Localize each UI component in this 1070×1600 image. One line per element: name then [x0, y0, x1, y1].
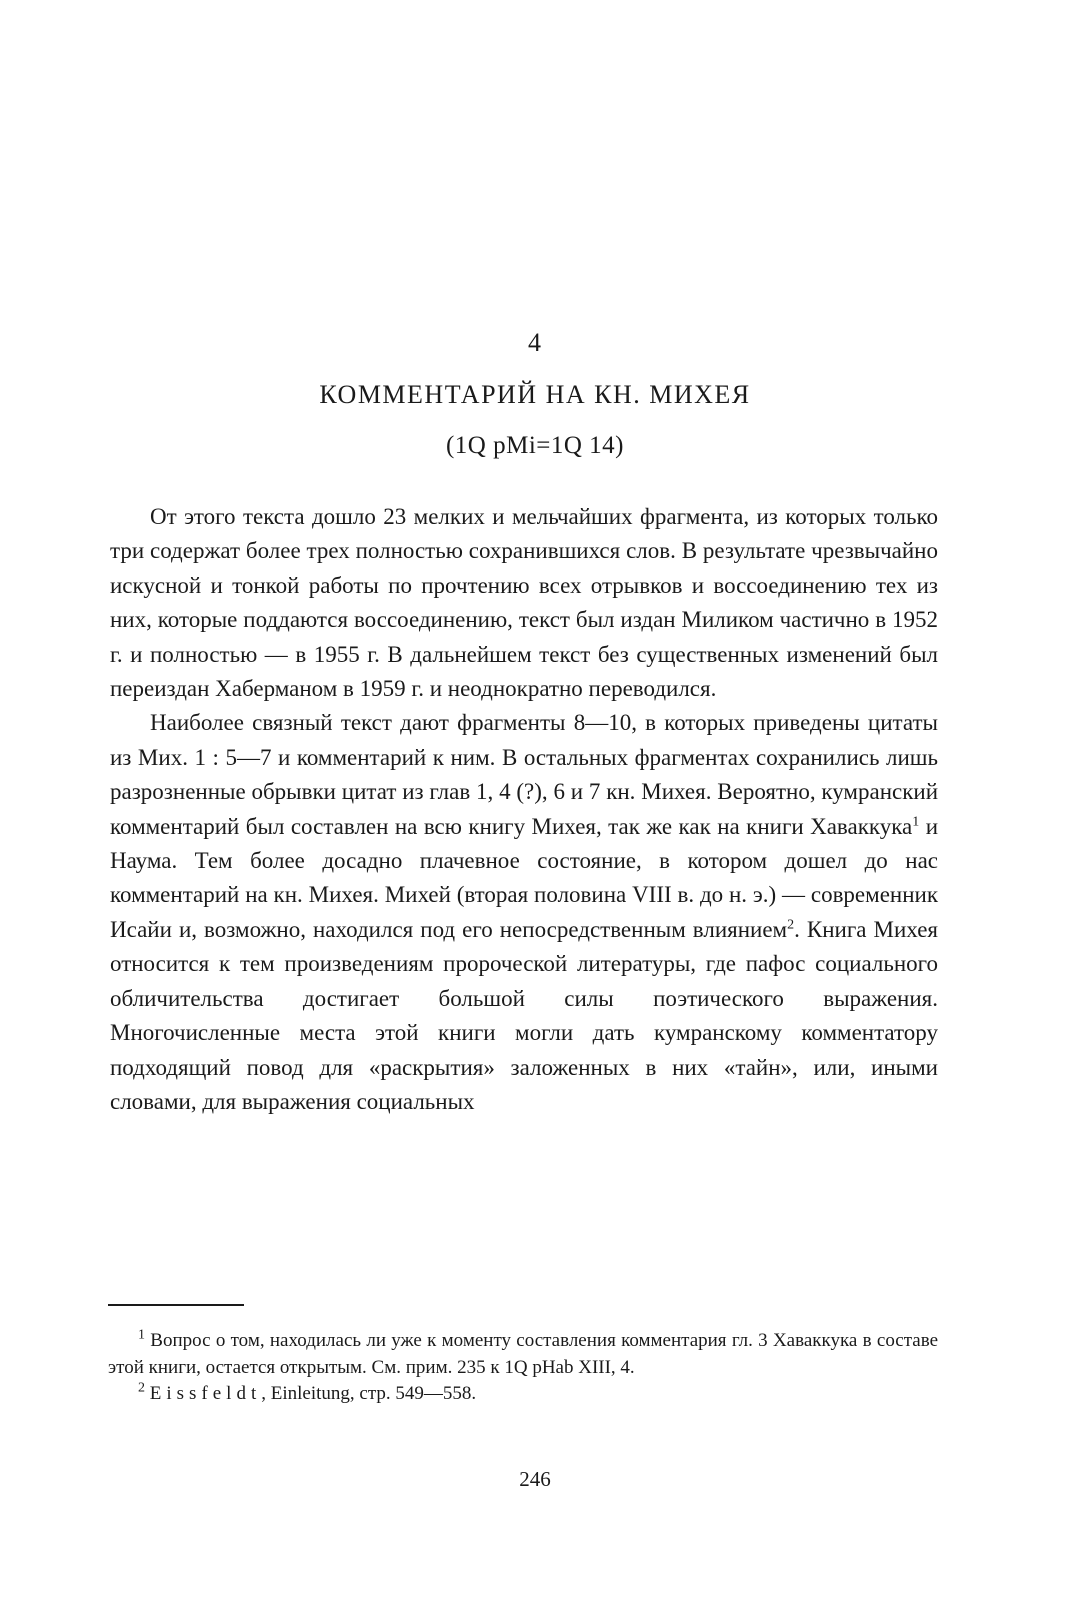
footnote-ref-1: 1 [912, 814, 920, 829]
footnote-1-marker: 1 [138, 1327, 145, 1343]
footnote-divider [108, 1304, 244, 1306]
body-text [110, 500, 938, 1119]
paragraph-2-part-c: . Книга Михея относится к тем произведениям пророческой литературы, где пафос социального обличительства достигает большой силы поэтического выражения. Многочисленные места этой книги могли дать кумранскому комментатору подходящий повод для «раскрытия» заложенных в них «тайн», или, иными словами, для выражения социальных [110, 916, 938, 1114]
footnote-2 [108, 1381, 938, 1408]
footnote-2-marker: 2 [138, 1380, 145, 1396]
footnote-2-author: Eissfeldt [149, 1383, 262, 1404]
paragraph-2-part-a: Наиболее связный текст дают фрагменты 8—10, в которых приведены цитаты из Мих. 1 : 5—7 и комментарий к ним. В остальных фрагментах сохранились лишь разрозненные обрывки цитат из глав 1, 4 (?), 6 и 7 кн. Михея. Вероятно, кумранский комментарий был составлен на всю книгу Михея, так же как на книги Хаваккука [110, 710, 938, 839]
paragraph-2-part-b: и Наума. Тем более досадно плачевное состояние, в котором дошел до нас комментарий на кн. Михея. Михей (вторая половина VIII в. до н. э.) — современник Исайи и, возможно, находился под его непосредственным влиянием [110, 813, 939, 942]
footnotes [108, 1328, 938, 1408]
page-number: 246 [519, 1467, 551, 1491]
chapter-number: 4 [528, 328, 542, 357]
footnote-1-text: Вопрос о том, находилась ли уже к моменту составления комментария гл. 3 Хаваккука в составе этой книги, остается открытым. См. прим. 235 к 1Q pHab XIII, 4. [108, 1330, 938, 1378]
footnote-ref-2: 2 [787, 917, 795, 933]
chapter-subtitle: (1Q pMi=1Q 14) [445, 432, 625, 459]
footnote-2-text: , Einleitung, стр. 549—558. [261, 1383, 477, 1404]
paragraph-1: От этого текста дошло 23 мелких и мельчайших фрагмента, из которых только три содержат более трех полностью сохранившихся слов. В результате чрезвычайно искусной и тонкой работы по прочтению всех отрывков и воссоединению тех из них, которые поддаются воссоединению, текст был издан Миликом частично в 1952 г. и полностью — в 1955 г. В дальнейшем текст без существенных изменений был переиздан Хаберманом в 1959 г. и неоднократно переводился. [110, 504, 938, 702]
chapter-title: КОММЕНТАРИЙ НА КН. МИХЕЯ [319, 380, 751, 409]
paragraph-2 [110, 706, 938, 1119]
footnote-1 [108, 1328, 938, 1381]
